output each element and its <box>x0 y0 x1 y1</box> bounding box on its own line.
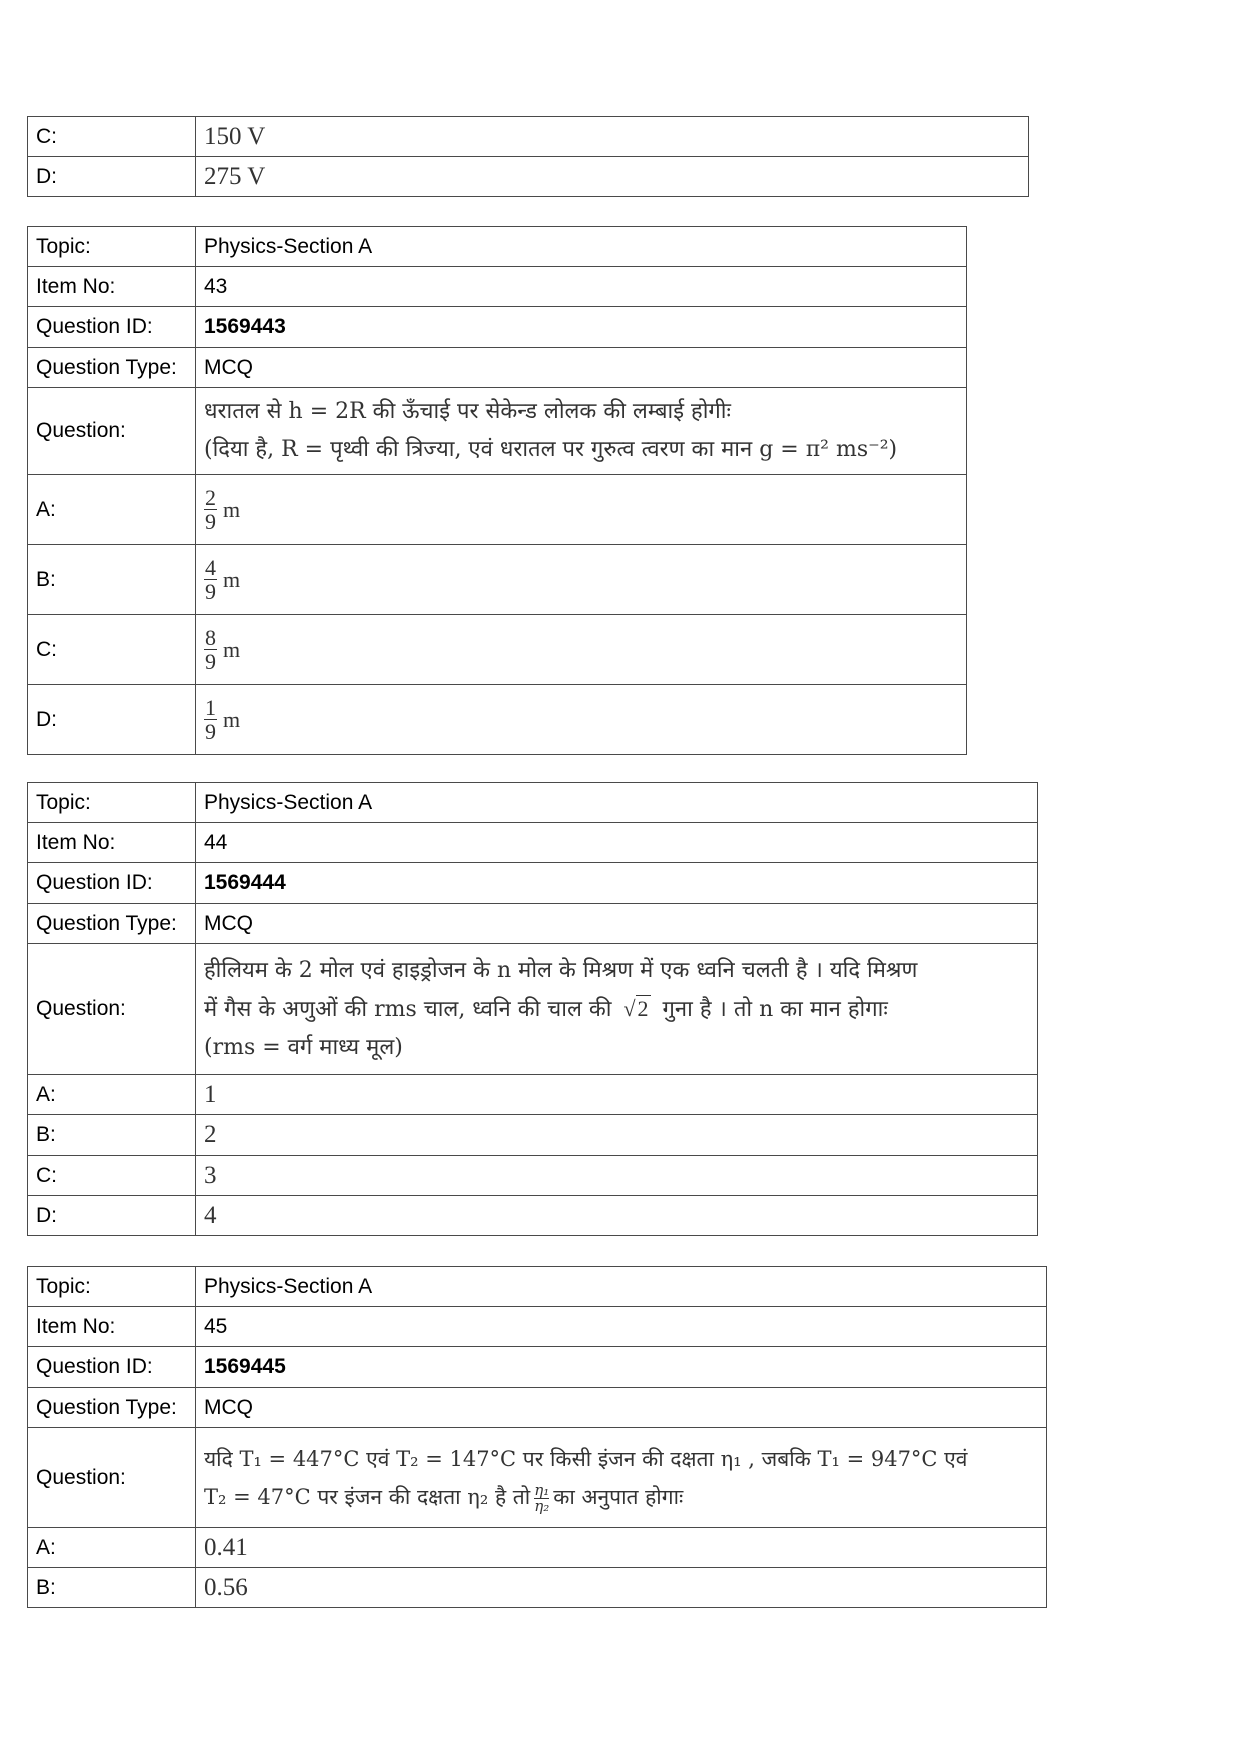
question-type-label: Question Type: <box>28 348 196 388</box>
question-id-label: Question ID: <box>28 307 196 348</box>
table-row <box>28 904 1038 944</box>
fraction: $\frac{4}{9}$ <box>205 555 216 604</box>
table-row <box>28 944 1038 1075</box>
question-text <box>196 944 1038 1075</box>
option-b-value: $\frac{4}{9}$ m <box>196 545 967 615</box>
option-a-label: A: <box>28 1075 196 1115</box>
table-row <box>28 685 967 755</box>
table-row <box>28 1528 1047 1568</box>
option-a-label: A: <box>28 475 196 545</box>
table-row <box>28 545 967 615</box>
table-row <box>28 823 1038 863</box>
option-b-value: 0.56 <box>196 1568 1047 1608</box>
table-row <box>28 863 1038 904</box>
table-row <box>28 1156 1038 1196</box>
option-c-label: C: <box>28 117 196 157</box>
question-text <box>196 388 967 475</box>
question-type-value: MCQ <box>196 904 1038 944</box>
question-type-label: Question Type: <box>28 1388 196 1428</box>
option-d-label: D: <box>28 157 196 197</box>
question-id-label: Question ID: <box>28 863 196 904</box>
topic-value: Physics-Section A <box>196 783 1038 823</box>
question-label: Question: <box>28 944 196 1075</box>
item-no-value: 43 <box>196 267 967 307</box>
question-45-table <box>27 1266 1047 1608</box>
question-type-label: Question Type: <box>28 904 196 944</box>
option-b-label: B: <box>28 1115 196 1156</box>
question-id-value: 1569444 <box>196 863 1038 904</box>
item-no-label: Item No: <box>28 267 196 307</box>
question-line: धरातल से h = 2R की ऊँचाई पर सेकेन्ड लोलक की लम्बाई होगीः <box>204 399 731 424</box>
option-d-value: $\frac{1}{9}$ m <box>196 685 967 755</box>
question-44-table <box>27 782 1038 1236</box>
table-row <box>28 1075 1038 1115</box>
question-line: (rms = वर्ग माध्य मूल) <box>204 1034 403 1060</box>
question-label: Question: <box>28 1428 196 1528</box>
option-b-label: B: <box>28 545 196 615</box>
fraction: $\frac{2}{9}$ <box>205 485 216 534</box>
topic-label: Topic: <box>28 227 196 267</box>
option-c-value: 3 <box>196 1156 1038 1196</box>
fraction: $\frac{8}{9}$ <box>205 625 216 674</box>
efficiency-ratio: $\frac{\text{η₁}}{\text{η₂}}$ <box>534 1480 550 1515</box>
table-row <box>28 1388 1047 1428</box>
table-row <box>28 783 1038 823</box>
option-d-label: D: <box>28 685 196 755</box>
table-row <box>28 1307 1047 1347</box>
option-d-value: 4 <box>196 1196 1038 1236</box>
table-row <box>28 348 967 388</box>
fraction: $\frac{1}{9}$ <box>205 695 216 744</box>
topic-label: Topic: <box>28 1267 196 1307</box>
question-line: हीलियम के 2 मोल एवं हाइड्रोजन के n मोल के मिश्रण में एक ध्वनि चलती है । यदि मिश्रण <box>204 957 918 983</box>
table-row <box>28 1428 1047 1528</box>
option-d-label: D: <box>28 1196 196 1236</box>
option-c-label: C: <box>28 1156 196 1196</box>
table-row <box>28 1347 1047 1388</box>
item-no-label: Item No: <box>28 823 196 863</box>
item-no-value: 45 <box>196 1307 1047 1347</box>
option-c-label: C: <box>28 615 196 685</box>
topic-value: Physics-Section A <box>196 1267 1047 1307</box>
question-id-value: 1569445 <box>196 1347 1047 1388</box>
question-id-label: Question ID: <box>28 1347 196 1388</box>
item-no-label: Item No: <box>28 1307 196 1347</box>
table-row <box>28 227 967 267</box>
table-row <box>28 307 967 348</box>
question-id-value: 1569443 <box>196 307 967 348</box>
table-row <box>28 117 1029 157</box>
table-row <box>28 1196 1038 1236</box>
option-a-value: 0.41 <box>196 1528 1047 1568</box>
table-row <box>28 1115 1038 1156</box>
question-text <box>196 1428 1047 1528</box>
topic-value: Physics-Section A <box>196 227 967 267</box>
item-no-value: 44 <box>196 823 1038 863</box>
question-line: यदि T₁ = 447°C एवं T₂ = 147°C पर किसी इंजन की दक्षता η₁ , जबकि T₁ = 947°C एवं <box>204 1446 968 1471</box>
question-type-value: MCQ <box>196 1388 1047 1428</box>
option-d-value: 275 V <box>196 157 1029 197</box>
question-43-table <box>27 226 967 755</box>
question-line: T₂ = 47°C पर इंजन की दक्षता η₂ है तो $\frac{\text{η₁}}{\text{η₂}}$ का अनुपात होगाः <box>204 1480 684 1515</box>
table-row <box>28 267 967 307</box>
table-row <box>28 1267 1047 1307</box>
topic-label: Topic: <box>28 783 196 823</box>
option-b-value: 2 <box>196 1115 1038 1156</box>
table-row <box>28 1568 1047 1608</box>
option-c-value: 150 V <box>196 117 1029 157</box>
table-row <box>28 157 1029 197</box>
question-line: (दिया है, R = पृथ्वी की त्रिज्या, एवं धरातल पर गुरुत्व त्वरण का मान g = π² ms⁻²) <box>204 437 898 462</box>
option-c-value: $\frac{8}{9}$ m <box>196 615 967 685</box>
question-label: Question: <box>28 388 196 475</box>
prev-question-table <box>27 116 1029 197</box>
option-a-label: A: <box>28 1528 196 1568</box>
sqrt-symbol: √2 <box>623 995 649 1021</box>
table-row <box>28 388 967 475</box>
table-row <box>28 475 967 545</box>
option-a-value: $\frac{2}{9}$ m <box>196 475 967 545</box>
question-line: में गैस के अणुओं की rms चाल, ध्वनि की चाल की √2 गुना है । तो n का मान होगाः <box>204 990 1029 1029</box>
table-row <box>28 615 967 685</box>
option-b-label: B: <box>28 1568 196 1608</box>
option-a-value: 1 <box>196 1075 1038 1115</box>
question-type-value: MCQ <box>196 348 967 388</box>
